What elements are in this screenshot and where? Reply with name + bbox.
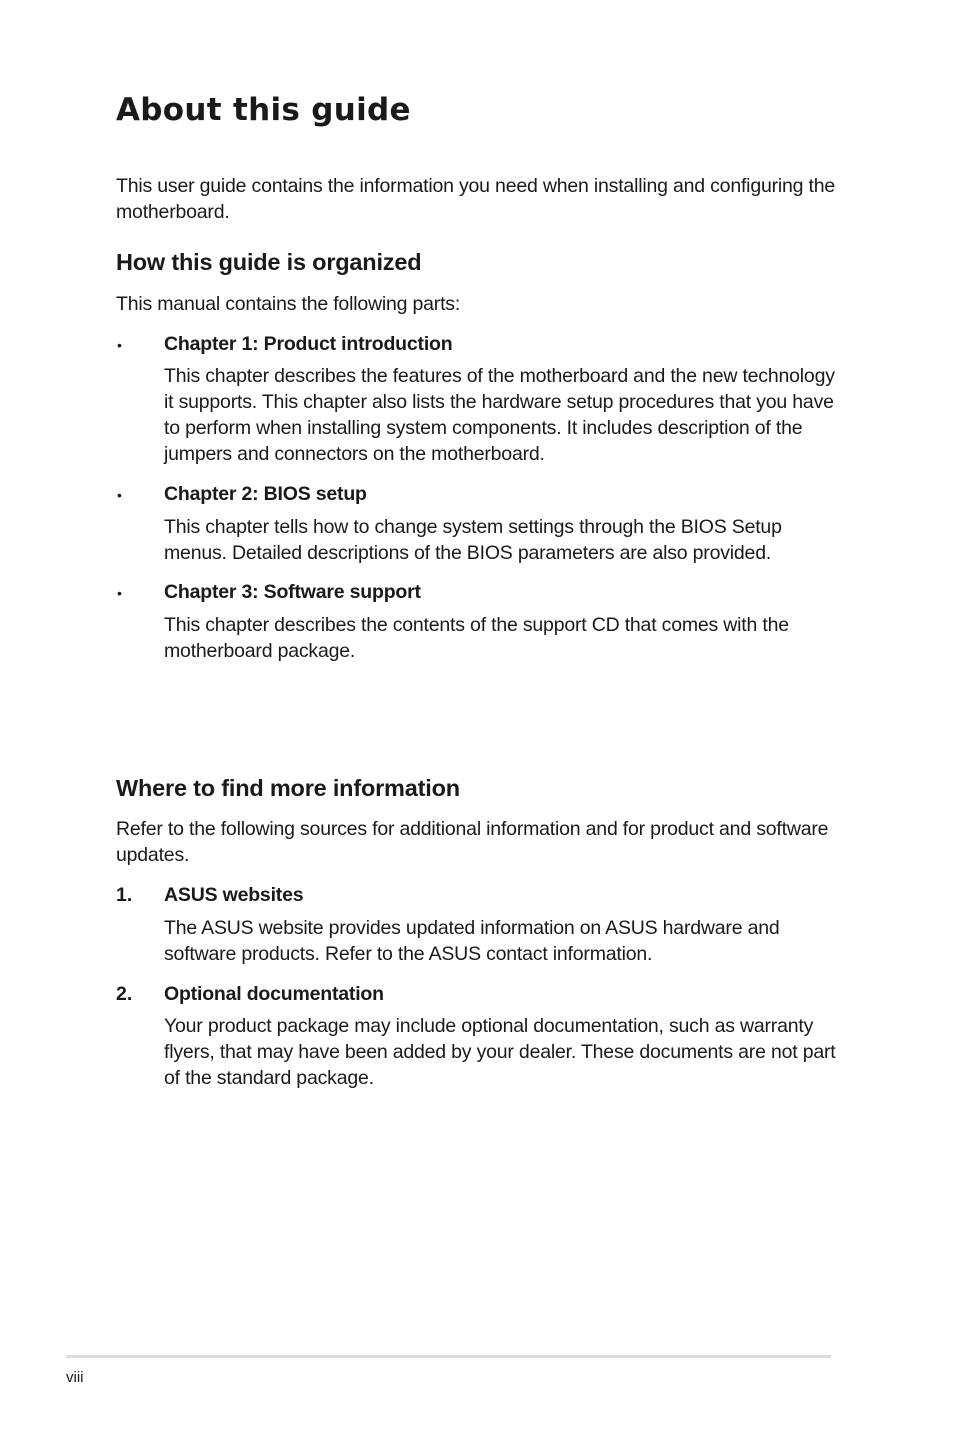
asus-websites-title: ASUS websites xyxy=(164,884,304,906)
list-number: 1. xyxy=(116,884,133,906)
organization-lead: This manual contains the following parts: xyxy=(116,293,461,315)
page-title: About this guide xyxy=(116,92,411,128)
intro-paragraph: This user guide contains the information you need when installing and configuring the motherboard. xyxy=(116,175,836,223)
asus-websites-description: The ASUS website provides updated information on ASUS hardware and software products. Refer to the ASUS contact information. xyxy=(164,917,780,965)
page-number: viii xyxy=(66,1369,84,1386)
optional-documentation-description: Your product package may include optional documentation, such as warranty flyers, that may have been added by your dealer. These documents are not part of the standard package. xyxy=(164,1015,836,1089)
section-heading-more-info: Where to find more information xyxy=(116,775,460,801)
chapter-2-description: This chapter tells how to change system settings through the BIOS Setup menus. Detailed descriptions of the BIOS parameters are also provided. xyxy=(164,516,782,564)
chapter-3-title: Chapter 3: Software support xyxy=(164,581,421,603)
chapter-3-description: This chapter describes the contents of the support CD that comes with the motherboard package. xyxy=(164,614,789,662)
bullet-marker: • xyxy=(117,337,122,353)
chapter-1-title: Chapter 1: Product introduction xyxy=(164,333,453,355)
footer-divider xyxy=(66,1355,831,1358)
chapter-2-title: Chapter 2: BIOS setup xyxy=(164,483,367,505)
bullet-marker: • xyxy=(117,585,122,601)
chapter-1-description: This chapter describes the features of the motherboard and the new technology it supports. This chapter also lists the hardware setup procedures that you have to perform when installing system components. It includes description of the jumpers and connectors on the motherboard. xyxy=(164,365,835,465)
bullet-marker: • xyxy=(117,487,122,503)
more-info-lead: Refer to the following sources for additional information and for product and software updates. xyxy=(116,818,829,866)
section-heading-organization: How this guide is organized xyxy=(116,249,422,275)
optional-documentation-title: Optional documentation xyxy=(164,983,384,1005)
list-number: 2. xyxy=(116,983,133,1005)
